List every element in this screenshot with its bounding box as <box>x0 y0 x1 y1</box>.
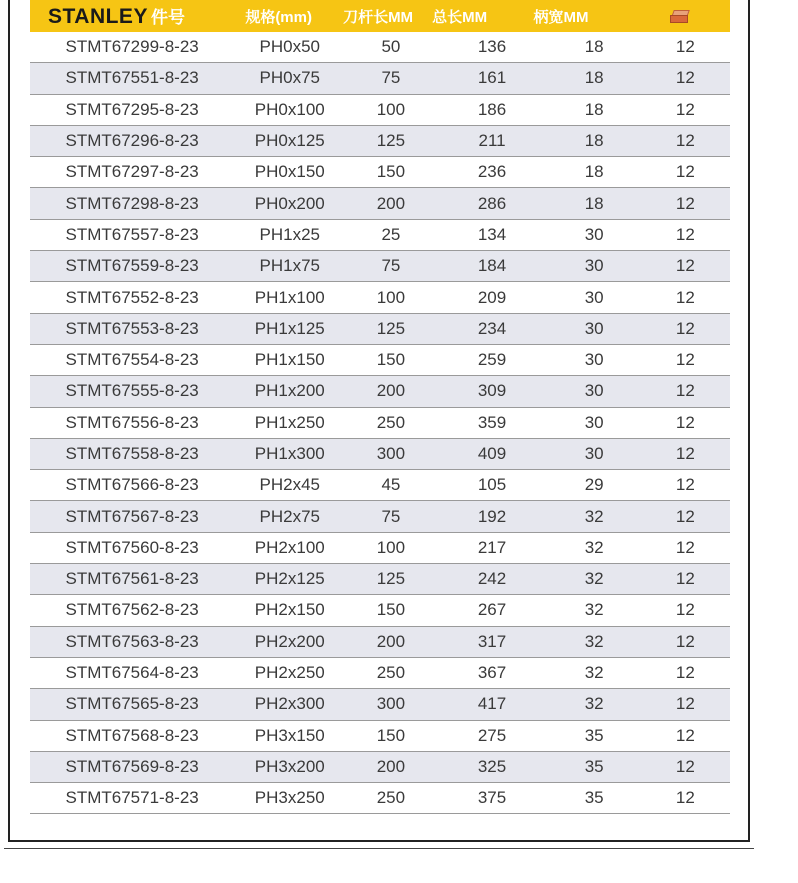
handle-width-cell: 18 <box>584 99 604 119</box>
total-length-cell: 105 <box>477 475 507 495</box>
table-row <box>30 251 730 282</box>
total-length-cell: 417 <box>477 694 507 714</box>
part-number-cell: STMT67298-8-23 <box>65 193 199 213</box>
shaft-length-cell: 100 <box>376 287 406 307</box>
table-row <box>30 126 730 157</box>
part-number-cell: STMT67571-8-23 <box>65 788 199 808</box>
handle-width-cell: 32 <box>584 663 604 683</box>
table-row <box>30 658 730 689</box>
spec-cell: PH0x100 <box>254 99 325 119</box>
table-row <box>30 783 730 814</box>
pack-qty-cell: 12 <box>675 381 695 401</box>
part-number-cell: STMT67564-8-23 <box>65 663 199 683</box>
spec-cell: PH0x75 <box>259 68 321 88</box>
table-row <box>30 408 730 439</box>
spec-cell: PH1x100 <box>254 287 325 307</box>
handle-width-cell: 30 <box>584 350 604 370</box>
shaft-length-cell: 100 <box>376 99 406 119</box>
handle-width-cell: 18 <box>584 37 604 57</box>
shaft-length-cell: 200 <box>376 756 406 776</box>
handle-width-cell: 30 <box>584 444 604 463</box>
header-pack-qty <box>621 10 730 22</box>
total-length-cell: 325 <box>477 756 507 776</box>
part-number-cell: STMT67553-8-23 <box>65 318 199 338</box>
shaft-length-cell: 150 <box>376 725 406 745</box>
part-number-cell: STMT67569-8-23 <box>65 756 199 776</box>
total-length-cell: 234 <box>477 318 507 338</box>
pack-qty-cell: 12 <box>675 287 695 307</box>
part-number-cell: STMT67295-8-23 <box>65 99 199 119</box>
spec-cell: PH0x50 <box>259 37 321 57</box>
pack-qty-cell: 12 <box>675 569 695 589</box>
spec-cell: PH0x150 <box>254 162 325 182</box>
handle-width-cell: 32 <box>584 537 604 557</box>
pack-qty-cell: 12 <box>675 475 695 495</box>
shaft-length-cell: 150 <box>376 350 406 370</box>
part-number-cell: STMT67299-8-23 <box>65 37 199 57</box>
bottom-divider <box>4 848 754 849</box>
part-number-cell: STMT67561-8-23 <box>65 569 199 589</box>
spec-cell: PH3x150 <box>254 725 325 745</box>
handle-width-cell: 32 <box>584 631 604 651</box>
shaft-length-cell: 100 <box>376 537 406 557</box>
pack-qty-cell: 12 <box>675 318 695 338</box>
shaft-length-cell: 250 <box>376 663 406 683</box>
handle-width-cell: 18 <box>584 162 604 182</box>
part-number-cell: STMT67559-8-23 <box>65 256 199 276</box>
total-length-cell: 375 <box>477 788 507 808</box>
pack-qty-cell: 12 <box>675 631 695 651</box>
pack-qty-cell: 12 <box>675 193 695 213</box>
header-shaft-length: 刀杆长MM <box>343 8 414 26</box>
spec-cell: PH1x75 <box>259 256 321 276</box>
table-row <box>30 220 730 251</box>
total-length-cell: 267 <box>477 600 507 620</box>
shaft-length-cell: 25 <box>381 224 401 244</box>
shaft-length-cell: 250 <box>376 412 406 432</box>
table-row <box>30 345 730 376</box>
handle-width-cell: 32 <box>584 600 604 620</box>
pack-qty-cell: 12 <box>675 224 695 244</box>
shaft-length-cell: 45 <box>381 475 401 495</box>
shaft-length-cell: 250 <box>376 788 406 808</box>
pack-qty-cell: 12 <box>675 600 695 620</box>
handle-width-cell: 30 <box>584 224 604 244</box>
header-part-no: 件号 <box>150 8 185 27</box>
handle-width-cell: 30 <box>584 256 604 276</box>
handle-width-cell: 30 <box>584 381 604 401</box>
shaft-length-cell: 50 <box>381 37 401 57</box>
part-number-cell: STMT67554-8-23 <box>65 350 199 370</box>
pack-qty-cell: 12 <box>675 131 695 151</box>
spec-cell: PH2x100 <box>254 537 325 557</box>
table-row <box>30 501 730 532</box>
total-length-cell: 184 <box>477 256 507 276</box>
shaft-length-cell: 150 <box>376 600 406 620</box>
spec-cell: PH1x125 <box>254 318 325 338</box>
shaft-length-cell: 125 <box>376 318 406 338</box>
total-length-cell: 409 <box>477 444 507 463</box>
spec-cell: PH0x200 <box>254 193 325 213</box>
shaft-length-cell: 125 <box>376 131 406 151</box>
handle-width-cell: 18 <box>584 193 604 213</box>
handle-width-cell: 32 <box>584 694 604 714</box>
spec-cell: PH0x125 <box>254 131 325 151</box>
table-row <box>30 627 730 658</box>
total-length-cell: 134 <box>477 224 507 244</box>
shaft-length-cell: 200 <box>376 193 406 213</box>
pack-qty-cell: 12 <box>675 506 695 526</box>
shaft-length-cell: 200 <box>376 381 406 401</box>
total-length-cell: 136 <box>477 37 507 57</box>
total-length-cell: 186 <box>477 99 507 119</box>
table-row <box>30 282 730 313</box>
total-length-cell: 317 <box>477 631 507 651</box>
pack-qty-cell: 12 <box>675 37 695 57</box>
handle-width-cell: 18 <box>584 68 604 88</box>
total-length-cell: 192 <box>477 506 507 526</box>
part-number-cell: STMT67566-8-23 <box>65 475 199 495</box>
table-header <box>30 0 730 32</box>
total-length-cell: 211 <box>478 131 506 151</box>
table-row <box>30 376 730 407</box>
header-total-length: 总长MM <box>432 8 488 26</box>
pack-qty-cell: 12 <box>675 725 695 745</box>
shaft-length-cell: 125 <box>376 569 406 589</box>
part-number-cell: STMT67568-8-23 <box>65 725 199 745</box>
shaft-length-cell: 300 <box>376 444 406 463</box>
handle-width-cell: 35 <box>584 756 604 776</box>
spec-cell: PH1x150 <box>254 350 325 370</box>
brand-logo: STANLEY <box>48 5 148 28</box>
pack-qty-cell: 12 <box>675 788 695 808</box>
spec-cell: PH2x125 <box>254 569 325 589</box>
pack-qty-cell: 12 <box>675 99 695 119</box>
table-row <box>30 157 730 188</box>
part-number-cell: STMT67562-8-23 <box>65 600 199 620</box>
total-length-cell: 217 <box>477 537 507 557</box>
pack-qty-cell: 12 <box>675 663 695 683</box>
total-length-cell: 286 <box>477 193 507 213</box>
header-spec: 规格(mm) <box>245 8 312 26</box>
handle-width-cell: 32 <box>584 569 604 589</box>
table-row <box>30 95 730 126</box>
part-number-cell: STMT67557-8-23 <box>65 224 199 244</box>
part-number-cell: STMT67297-8-23 <box>65 162 199 182</box>
handle-width-cell: 30 <box>584 287 604 307</box>
pack-qty-cell: 12 <box>675 350 695 370</box>
table-row <box>30 470 730 501</box>
pack-qty-cell: 12 <box>675 162 695 182</box>
total-length-cell: 359 <box>477 412 507 432</box>
part-number-cell: STMT67567-8-23 <box>65 506 199 526</box>
total-length-cell: 367 <box>477 663 507 683</box>
part-number-cell: STMT67558-8-23 <box>65 444 199 463</box>
table-row <box>30 689 730 720</box>
table-row <box>30 32 730 63</box>
spec-cell: PH2x150 <box>254 600 325 620</box>
pack-qty-cell: 12 <box>675 756 695 776</box>
total-length-cell: 242 <box>477 569 507 589</box>
total-length-cell: 161 <box>477 68 507 88</box>
table-row <box>30 721 730 752</box>
handle-width-cell: 30 <box>584 412 604 432</box>
spec-cell: PH3x200 <box>254 756 325 776</box>
shaft-length-cell: 75 <box>381 68 401 88</box>
pack-qty-cell: 12 <box>675 256 695 276</box>
spec-cell: PH1x200 <box>254 381 325 401</box>
spec-cell: PH2x200 <box>254 631 325 651</box>
shaft-length-cell: 75 <box>381 506 401 526</box>
spec-cell: PH1x250 <box>254 412 325 432</box>
spec-cell: PH2x75 <box>259 506 321 526</box>
shaft-length-cell: 75 <box>381 256 401 276</box>
handle-width-cell: 30 <box>584 318 604 338</box>
shaft-length-cell: 300 <box>376 694 406 714</box>
spec-cell: PH2x250 <box>254 663 325 683</box>
part-number-cell: STMT67551-8-23 <box>65 68 199 88</box>
spec-cell: PH1x25 <box>259 224 321 244</box>
handle-width-cell: 18 <box>584 131 604 151</box>
brand-cell <box>30 3 219 29</box>
handle-width-cell: 35 <box>584 725 604 745</box>
pack-qty-cell: 12 <box>675 412 695 432</box>
total-length-cell: 309 <box>477 381 507 401</box>
box-icon <box>670 10 688 22</box>
handle-width-cell: 29 <box>584 475 604 495</box>
table-row <box>30 595 730 626</box>
table-row <box>30 564 730 595</box>
pack-qty-cell: 12 <box>675 68 695 88</box>
part-number-cell: STMT67556-8-23 <box>65 412 199 432</box>
spec-cell: PH3x250 <box>254 788 325 808</box>
pack-qty-cell: 12 <box>675 537 695 557</box>
table-row <box>30 533 730 564</box>
table-row <box>30 188 730 219</box>
shaft-length-cell: 200 <box>376 631 406 651</box>
pack-qty-cell: 12 <box>675 694 695 714</box>
table-body <box>30 32 730 814</box>
part-number-cell: STMT67552-8-23 <box>65 287 199 307</box>
handle-width-cell: 32 <box>584 506 604 526</box>
total-length-cell: 209 <box>477 287 507 307</box>
spec-cell: PH1x300 <box>254 444 325 463</box>
header-handle-width: 柄宽MM <box>533 8 589 26</box>
total-length-cell: 275 <box>477 725 507 745</box>
part-number-cell: STMT67563-8-23 <box>65 631 199 651</box>
table-row <box>30 439 730 470</box>
part-number-cell: STMT67560-8-23 <box>65 537 199 557</box>
table-row <box>30 752 730 783</box>
total-length-cell: 259 <box>477 350 507 370</box>
shaft-length-cell: 150 <box>376 162 406 182</box>
part-number-cell: STMT67565-8-23 <box>65 694 199 714</box>
table-row <box>30 63 730 94</box>
spec-cell: PH2x300 <box>254 694 325 714</box>
table-row <box>30 314 730 345</box>
spec-cell: PH2x45 <box>259 475 321 495</box>
total-length-cell: 236 <box>477 162 507 182</box>
part-number-cell: STMT67555-8-23 <box>65 381 199 401</box>
pack-qty-cell: 12 <box>675 444 695 463</box>
handle-width-cell: 35 <box>584 788 604 808</box>
part-number-cell: STMT67296-8-23 <box>65 131 199 151</box>
